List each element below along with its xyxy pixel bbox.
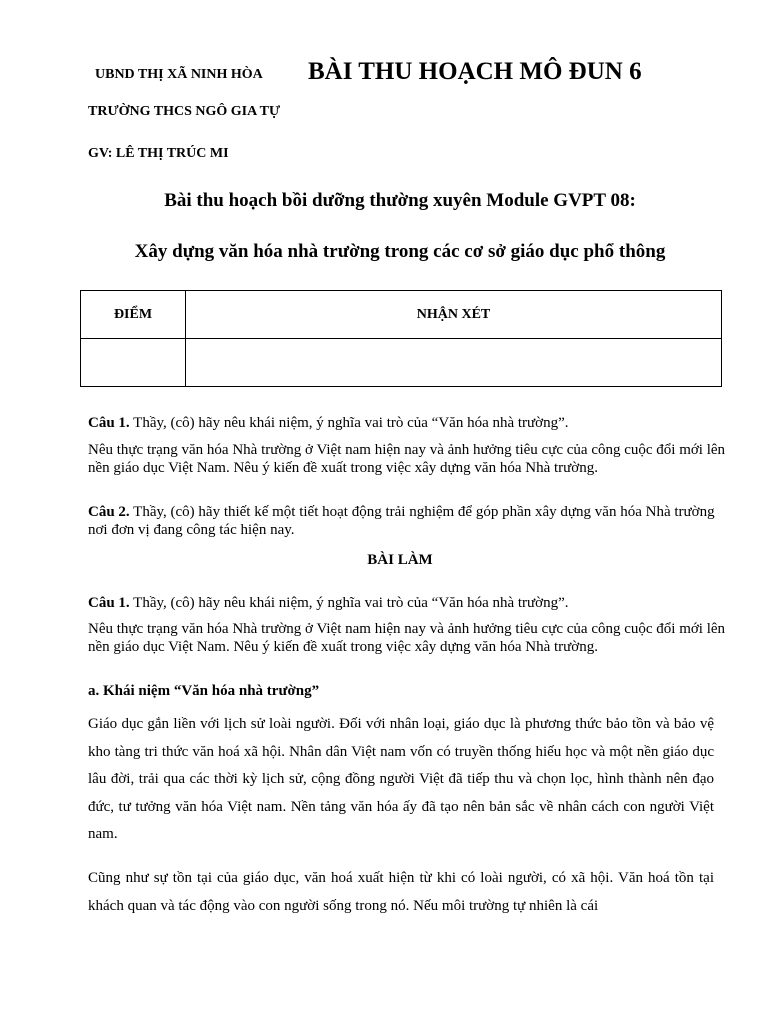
- answer-question-1-label: Câu 1.: [88, 595, 130, 611]
- org-name: UBND THỊ XÃ NINH HÒA: [95, 67, 263, 82]
- question-2-label: Câu 2.: [88, 504, 130, 520]
- score-header: ĐIỂM: [81, 291, 186, 339]
- grade-table: [80, 290, 722, 387]
- question-2: [88, 503, 728, 539]
- answer-question-1: [88, 594, 728, 612]
- question-1-label: Câu 1.: [88, 415, 130, 431]
- teacher-name: GV: LÊ THỊ TRÚC MI: [88, 146, 229, 161]
- report-title-line1: Bài thu hoạch bồi dưỡng thường xuyên Module GVPT 08:: [164, 190, 636, 211]
- comment-cell: [186, 339, 722, 387]
- question-1: [88, 414, 728, 432]
- document-title: BÀI THU HOẠCH MÔ ĐUN 6: [308, 58, 642, 85]
- question-2-text: Thầy, (cô) hãy thiết kế một tiết hoạt động trải nghiệm để góp phần xây dựng văn hóa Nhà trường nơi đơn vị đang công tác hiện nay.: [88, 504, 715, 538]
- question-1-text: Thầy, (cô) hãy nêu khái niệm, ý nghĩa vai trò của “Văn hóa nhà trường”.: [129, 415, 569, 431]
- score-cell: [81, 339, 186, 387]
- answer-question-1-text: Thầy, (cô) hãy nêu khái niệm, ý nghĩa vai trò của “Văn hóa nhà trường”.: [129, 595, 569, 611]
- answer-heading: BÀI LÀM: [367, 552, 433, 568]
- section-a-heading: a. Khái niệm “Văn hóa nhà trường”: [88, 683, 320, 699]
- grade-table-header-row: [81, 291, 722, 339]
- answer-question-1-detail: Nêu thực trạng văn hóa Nhà trường ở Việt nam hiện nay và ảnh hưởng tiêu cực của công cuộc đổi mới lên nền giáo dục Việt Nam. Nêu ý kiến đề xuất trong việc xây dựng văn hóa Nhà trường.: [88, 621, 726, 655]
- comment-header: NHẬN XÉT: [186, 291, 722, 339]
- body-paragraph-2: Cũng như sự tồn tại của giáo dục, văn hoá xuất hiện từ khi có loài người, có xã hội. Văn hoá tồn tại khách quan và tác động vào con người sống trong nó. Nếu môi trường tự nhiên là cái: [88, 870, 714, 914]
- question-1-detail: Nêu thực trạng văn hóa Nhà trường ở Việt nam hiện nay và ảnh hưởng tiêu cực của công cuộc đổi mới lên nền giáo dục Việt Nam. Nêu ý kiến đề xuất trong việc xây dựng văn hóa Nhà trường.: [88, 442, 726, 476]
- school-name: TRƯỜNG THCS NGÔ GIA TỰ: [88, 104, 281, 119]
- report-title-line2: Xây dựng văn hóa nhà trường trong các cơ sở giáo dục phổ thông: [134, 241, 666, 262]
- grade-table-value-row: [81, 339, 722, 387]
- body-paragraph-1: Giáo dục gắn liền với lịch sử loài người. Đối với nhân loại, giáo dục là phương thức bảo tồn và bảo vệ kho tàng tri thức văn hoá xã hội. Nhân dân Việt nam vốn có truyền thống hiếu học và một nền giáo dục lâu đời, trải qua các thời kỳ lịch sử, cộng đồng người Việt đã tiếp thu và chọn lọc, hình thành nên đạo đức, tư tưởng văn hóa Việt nam. Nền tảng văn hóa ấy đã tạo nên bản sắc về nhân cách con người Việt nam.: [88, 716, 714, 842]
